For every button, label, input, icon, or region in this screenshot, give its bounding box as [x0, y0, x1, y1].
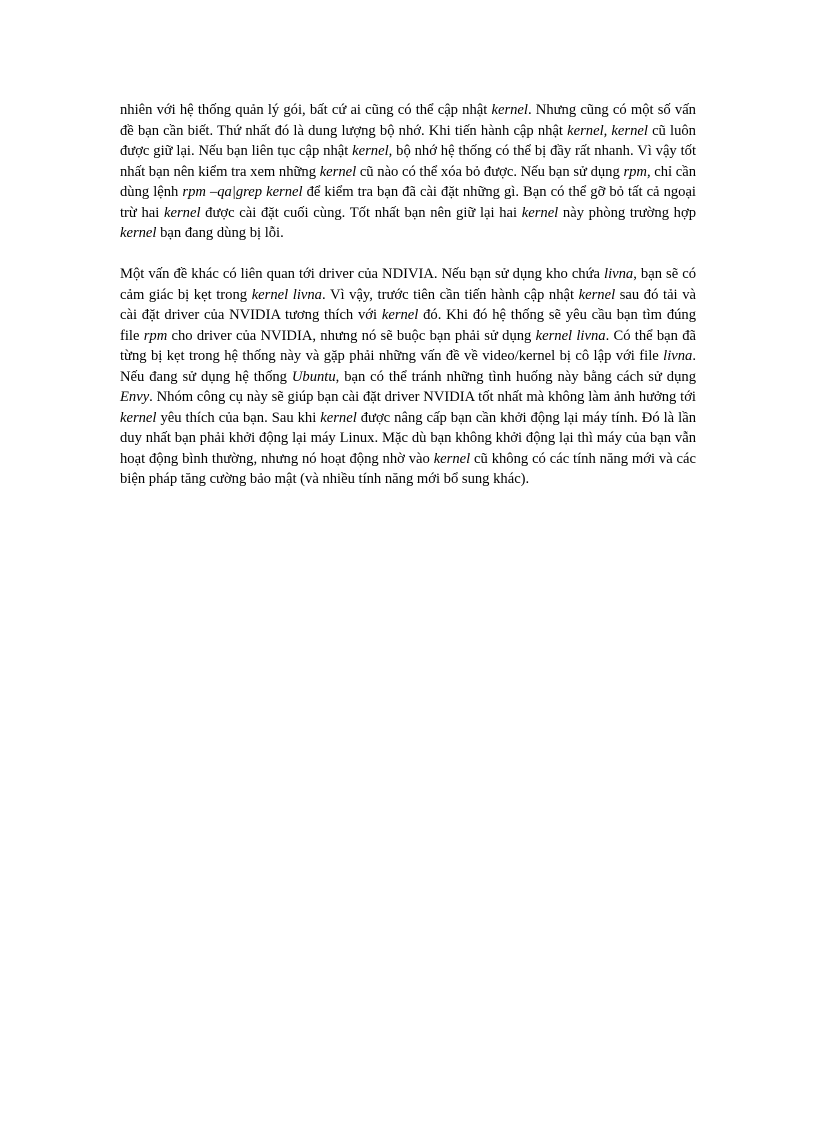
- text-run: cũ nào có thể xóa bỏ được. Nếu bạn sử dụng: [356, 163, 624, 180]
- text-run: được nâng cấp bạn cần khởi động lại máy tính. Đó là lần duy nhất bạn phải khởi động lại máy Linux. Mặc dù bạn không khởi động lại thì máy của bạn vẫn hoạt động bình thường, nhưng nó hoạt động nhờ vào: [120, 409, 696, 467]
- italic-term: kernel: [320, 409, 357, 426]
- italic-term: livna: [663, 348, 693, 364]
- text-run: để kiểm tra bạn đã cài đặt những gì. Bạn có thể gỡ bỏ tất cả ngoại trừ hai: [120, 184, 696, 221]
- italic-term: kernel livna: [535, 327, 606, 344]
- italic-term: kernel: [319, 163, 357, 180]
- text-run: đó. Khi đó hệ thống sẽ yêu cầu bạn tìm đúng file: [120, 307, 697, 344]
- text-run: sau đó tải và cài đặt driver của NVIDIA tương thích với: [120, 286, 696, 323]
- text-run: . Nếu đang sử dụng hệ thống: [120, 348, 696, 385]
- italic-term: rpm –qa|grep kernel: [182, 184, 303, 200]
- paragraph-nvidia-driver: [120, 264, 696, 490]
- text-run: . Nhưng cũng có một số vấn đề bạn cần biết. Thứ nhất đó là dung lượng bộ nhớ. Khi tiến hành cập nhật: [120, 102, 696, 139]
- document-body: [120, 100, 696, 490]
- text-run: , bạn có thể tránh những tình huống này bằng cách sử dụng: [335, 368, 696, 385]
- text-run: cũ không có các tính năng mới và các biện pháp tăng cường bảo mật (và nhiều tính năng mới bổ sung khác).: [120, 450, 696, 487]
- italic-term: Envy: [120, 389, 150, 405]
- italic-term: kernel: [381, 307, 419, 323]
- text-run: được cài đặt cuối cùng. Tốt nhất bạn nên giữ lại hai: [200, 204, 522, 221]
- italic-term: rpm: [143, 327, 168, 344]
- italic-term: kernel: [521, 204, 559, 221]
- text-run: , bạn sẽ có cảm giác bị kẹt trong: [120, 266, 696, 303]
- italic-term: kernel: [164, 204, 201, 221]
- paragraph-kernel-updates: [120, 100, 696, 244]
- text-run: , chỉ cần dùng lệnh: [120, 163, 697, 200]
- text-run: . Có thể bạn đã từng bị kẹt trong hệ thống này và gặp phải những vấn đề về video/kernel bị cô lập với file: [120, 327, 696, 364]
- italic-term: kernel livna: [251, 286, 322, 303]
- italic-term: kernel: [120, 409, 157, 426]
- italic-term: kernel: [433, 450, 471, 467]
- italic-term: kernel,: [352, 143, 393, 159]
- italic-term: kernel: [491, 102, 528, 118]
- text-run: bộ nhớ hệ thống có thể bị đầy rất nhanh. Vì vậy tốt nhất bạn nên kiểm tra xem những: [120, 143, 697, 180]
- text-run: Một vấn đề khác có liên quan tới driver của NDIVIA. Nếu bạn sử dụng kho chứa: [120, 266, 605, 282]
- text-run: bạn đang dùng bị lỗi.: [156, 225, 284, 241]
- text-run: cũ luôn được giữ lại. Nếu bạn liên tục cập nhật: [120, 122, 696, 159]
- italic-term: Ubuntu: [291, 368, 336, 385]
- text-run: cho driver của NVIDIA, nhưng nó sẽ buộc bạn phải sử dụng: [167, 327, 536, 344]
- italic-term: kernel, kernel: [567, 122, 648, 139]
- italic-term: livna: [604, 266, 634, 282]
- italic-term: rpm: [623, 163, 647, 180]
- text-run: này phòng trường hợp: [558, 204, 696, 221]
- text-run: . Nhóm công cụ này sẽ giúp bạn cài đặt driver NVIDIA tốt nhất mà không làm ảnh hưởng tới: [149, 389, 696, 405]
- text-run: nhiên với hệ thống quản lý gói, bất cứ ai cũng có thể cập nhật: [120, 102, 492, 118]
- text-run: . Vì vậy, trước tiên cần tiến hành cập nhật: [321, 286, 579, 303]
- text-run: yêu thích của bạn. Sau khi: [156, 409, 321, 426]
- italic-term: kernel: [578, 286, 616, 303]
- italic-term: kernel: [120, 225, 157, 241]
